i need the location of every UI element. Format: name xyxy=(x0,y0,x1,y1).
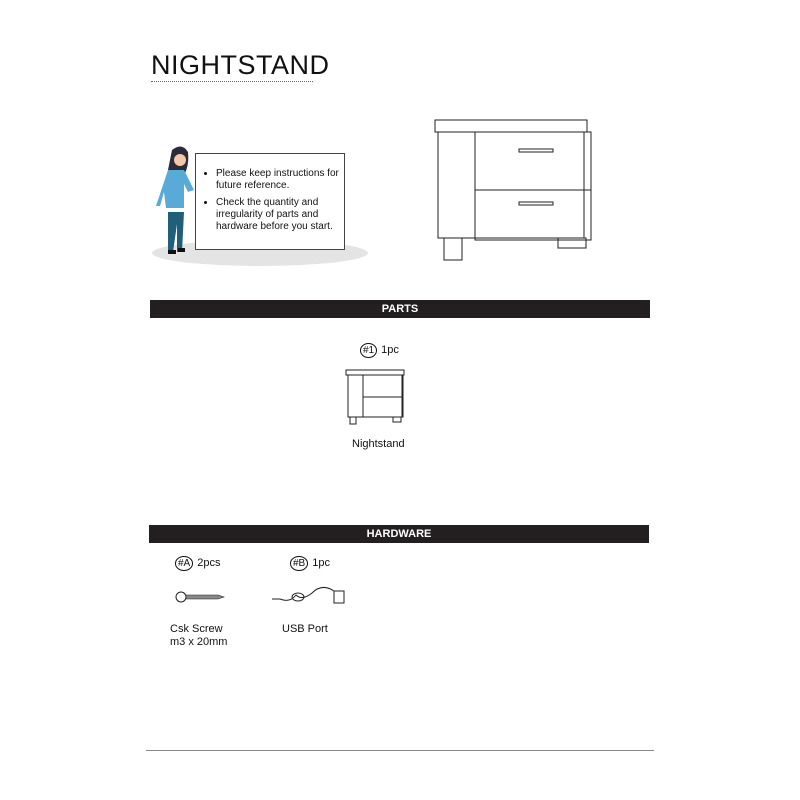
hardware-name: Csk Screw m3 x 20mm xyxy=(170,623,228,648)
nightstand-part-icon xyxy=(345,368,407,426)
instructions-note xyxy=(195,153,345,250)
hardware-b-id xyxy=(290,553,330,571)
part-1-id xyxy=(360,340,399,358)
screw-icon xyxy=(175,590,227,604)
hardware-name: USB Port xyxy=(282,623,328,635)
page-title: NIGHTSTAND xyxy=(151,50,330,80)
nightstand-illustration xyxy=(432,118,592,263)
hardware-header: HARDWARE xyxy=(149,525,649,543)
hardware-id-badge: #B xyxy=(290,556,308,571)
parts-header: PARTS xyxy=(150,300,650,318)
title-divider xyxy=(151,81,313,82)
hardware-qty: 1pc xyxy=(312,557,330,569)
part-qty: 1pc xyxy=(381,344,399,356)
hardware-qty: 2pcs xyxy=(197,557,221,569)
hardware-a-id xyxy=(175,553,220,571)
usb-port-icon xyxy=(268,585,358,609)
hardware-id-badge: #A xyxy=(175,556,193,571)
note-item: • Check the quantity and irregularity of parts and hardware before you start. xyxy=(216,197,344,233)
note-item: • Please keep instructions for future reference. xyxy=(216,168,344,192)
footer-divider xyxy=(146,750,654,751)
part-name: Nightstand xyxy=(352,438,405,450)
part-id-badge: #1 xyxy=(360,343,377,358)
